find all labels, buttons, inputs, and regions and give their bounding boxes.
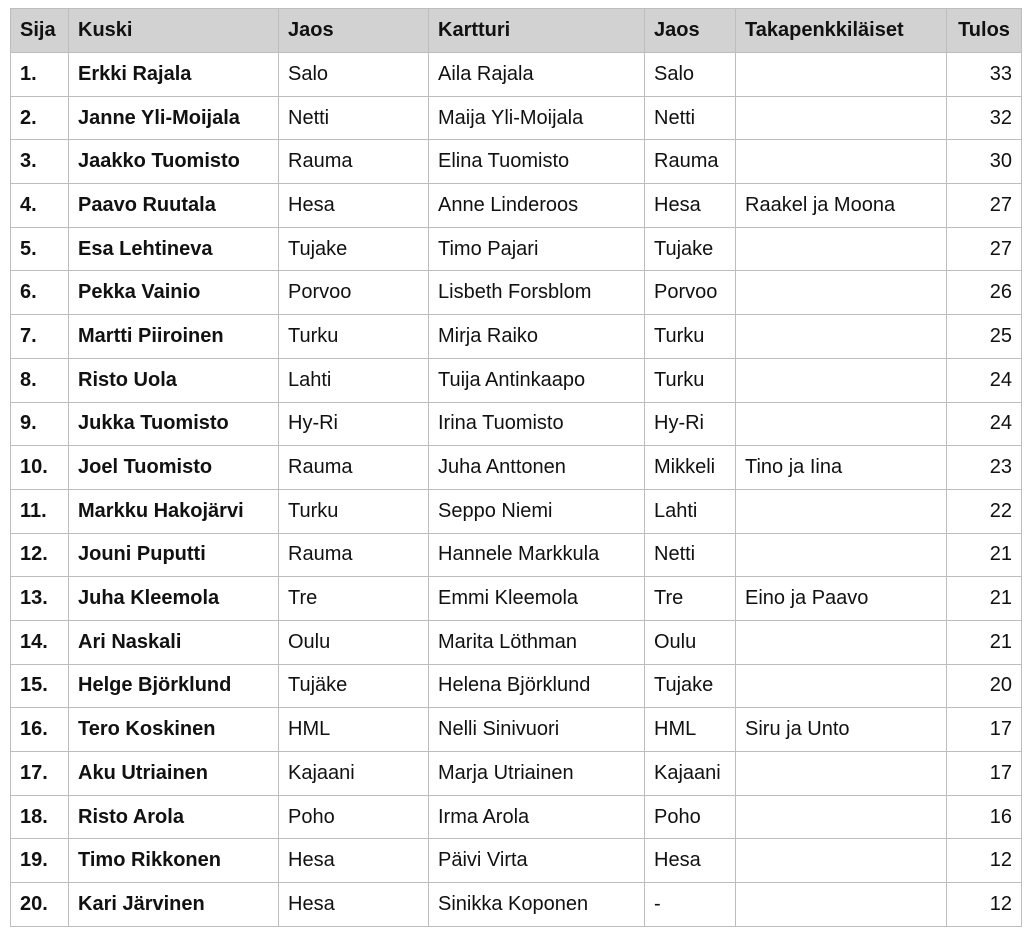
cell-position: 6. <box>11 271 69 315</box>
cell-backseat: Raakel ja Moona <box>736 184 947 228</box>
cell-score: 26 <box>947 271 1022 315</box>
cell-driver: Ari Naskali <box>69 620 279 664</box>
cell-driver: Janne Yli-Moijala <box>69 96 279 140</box>
cell-driver-club: Rauma <box>279 533 429 577</box>
header-driver-club: Jaos <box>279 9 429 53</box>
cell-backseat <box>736 227 947 271</box>
table-row <box>11 708 1022 752</box>
cell-navigator: Emmi Kleemola <box>429 577 645 621</box>
cell-navigator: Lisbeth Forsblom <box>429 271 645 315</box>
cell-driver-club: Hesa <box>279 883 429 927</box>
cell-driver: Paavo Ruutala <box>69 184 279 228</box>
cell-score: 20 <box>947 664 1022 708</box>
cell-score: 23 <box>947 446 1022 490</box>
header-navigator-club: Jaos <box>645 9 736 53</box>
table-body <box>11 53 1022 927</box>
cell-backseat <box>736 53 947 97</box>
cell-score: 25 <box>947 315 1022 359</box>
header-position: Sija <box>11 9 69 53</box>
cell-position: 4. <box>11 184 69 228</box>
table-row <box>11 53 1022 97</box>
cell-position: 3. <box>11 140 69 184</box>
cell-position: 15. <box>11 664 69 708</box>
cell-score: 17 <box>947 708 1022 752</box>
cell-navigator: Helena Björklund <box>429 664 645 708</box>
cell-driver-club: Netti <box>279 96 429 140</box>
header-navigator: Kartturi <box>429 9 645 53</box>
table-row <box>11 577 1022 621</box>
table-row <box>11 227 1022 271</box>
cell-navigator-club: Porvoo <box>645 271 736 315</box>
cell-backseat <box>736 795 947 839</box>
table-row <box>11 96 1022 140</box>
cell-score: 33 <box>947 53 1022 97</box>
cell-backseat <box>736 489 947 533</box>
cell-navigator-club: Lahti <box>645 489 736 533</box>
cell-position: 16. <box>11 708 69 752</box>
cell-position: 2. <box>11 96 69 140</box>
cell-position: 1. <box>11 53 69 97</box>
cell-backseat <box>736 96 947 140</box>
cell-navigator: Juha Anttonen <box>429 446 645 490</box>
cell-driver: Markku Hakojärvi <box>69 489 279 533</box>
header-row <box>11 9 1022 53</box>
cell-navigator: Irina Tuomisto <box>429 402 645 446</box>
cell-driver-club: Hesa <box>279 184 429 228</box>
table-row <box>11 402 1022 446</box>
cell-navigator: Sinikka Koponen <box>429 883 645 927</box>
table-row <box>11 140 1022 184</box>
cell-driver: Aku Utriainen <box>69 752 279 796</box>
header-driver: Kuski <box>69 9 279 53</box>
cell-driver-club: Turku <box>279 489 429 533</box>
cell-position: 10. <box>11 446 69 490</box>
cell-position: 14. <box>11 620 69 664</box>
cell-position: 19. <box>11 839 69 883</box>
cell-navigator: Seppo Niemi <box>429 489 645 533</box>
cell-backseat: Siru ja Unto <box>736 708 947 752</box>
cell-navigator-club: Tujake <box>645 227 736 271</box>
cell-backseat <box>736 620 947 664</box>
cell-driver: Risto Arola <box>69 795 279 839</box>
results-table <box>10 8 1022 927</box>
cell-driver: Erkki Rajala <box>69 53 279 97</box>
cell-score: 12 <box>947 839 1022 883</box>
cell-navigator-club: Rauma <box>645 140 736 184</box>
cell-score: 12 <box>947 883 1022 927</box>
cell-backseat <box>736 402 947 446</box>
cell-navigator-club: Hesa <box>645 839 736 883</box>
cell-backseat <box>736 358 947 402</box>
cell-driver-club: HML <box>279 708 429 752</box>
cell-score: 27 <box>947 227 1022 271</box>
cell-position: 7. <box>11 315 69 359</box>
cell-driver: Tero Koskinen <box>69 708 279 752</box>
cell-score: 21 <box>947 620 1022 664</box>
cell-backseat: Tino ja Iina <box>736 446 947 490</box>
cell-driver: Pekka Vainio <box>69 271 279 315</box>
cell-navigator: Tuija Antinkaapo <box>429 358 645 402</box>
cell-driver: Jouni Puputti <box>69 533 279 577</box>
cell-driver: Jaakko Tuomisto <box>69 140 279 184</box>
cell-driver: Martti Piiroinen <box>69 315 279 359</box>
cell-position: 8. <box>11 358 69 402</box>
cell-driver-club: Tujäke <box>279 664 429 708</box>
table-row <box>11 839 1022 883</box>
table-row <box>11 883 1022 927</box>
cell-driver-club: Kajaani <box>279 752 429 796</box>
cell-position: 5. <box>11 227 69 271</box>
cell-score: 27 <box>947 184 1022 228</box>
table-row <box>11 446 1022 490</box>
cell-navigator-club: HML <box>645 708 736 752</box>
cell-navigator-club: Hesa <box>645 184 736 228</box>
cell-driver-club: Porvoo <box>279 271 429 315</box>
cell-score: 32 <box>947 96 1022 140</box>
cell-navigator-club: Mikkeli <box>645 446 736 490</box>
table-row <box>11 315 1022 359</box>
cell-score: 24 <box>947 358 1022 402</box>
cell-navigator-club: Turku <box>645 358 736 402</box>
cell-navigator-club: Turku <box>645 315 736 359</box>
cell-navigator-club: Hy-Ri <box>645 402 736 446</box>
cell-navigator-club: Netti <box>645 96 736 140</box>
cell-backseat <box>736 533 947 577</box>
cell-backseat <box>736 271 947 315</box>
cell-navigator: Marita Löthman <box>429 620 645 664</box>
table-row <box>11 620 1022 664</box>
cell-navigator-club: Tre <box>645 577 736 621</box>
cell-driver: Juha Kleemola <box>69 577 279 621</box>
cell-driver-club: Tujake <box>279 227 429 271</box>
cell-driver-club: Tre <box>279 577 429 621</box>
cell-driver-club: Lahti <box>279 358 429 402</box>
table-row <box>11 184 1022 228</box>
cell-backseat: Eino ja Paavo <box>736 577 947 621</box>
cell-position: 20. <box>11 883 69 927</box>
cell-driver-club: Oulu <box>279 620 429 664</box>
cell-navigator: Mirja Raiko <box>429 315 645 359</box>
cell-position: 12. <box>11 533 69 577</box>
table-row <box>11 358 1022 402</box>
cell-navigator: Maija Yli-Moijala <box>429 96 645 140</box>
cell-navigator: Marja Utriainen <box>429 752 645 796</box>
cell-backseat <box>736 664 947 708</box>
cell-position: 11. <box>11 489 69 533</box>
cell-driver: Jukka Tuomisto <box>69 402 279 446</box>
cell-navigator-club: Oulu <box>645 620 736 664</box>
cell-navigator: Hannele Markkula <box>429 533 645 577</box>
cell-score: 21 <box>947 577 1022 621</box>
cell-navigator-club: - <box>645 883 736 927</box>
cell-score: 21 <box>947 533 1022 577</box>
cell-driver: Kari Järvinen <box>69 883 279 927</box>
cell-driver-club: Salo <box>279 53 429 97</box>
header-backseat: Takapenkkiläiset <box>736 9 947 53</box>
cell-driver-club: Rauma <box>279 446 429 490</box>
cell-navigator: Timo Pajari <box>429 227 645 271</box>
cell-navigator: Päivi Virta <box>429 839 645 883</box>
cell-score: 24 <box>947 402 1022 446</box>
table-row <box>11 533 1022 577</box>
table-row <box>11 664 1022 708</box>
cell-backseat <box>736 883 947 927</box>
cell-backseat <box>736 315 947 359</box>
cell-navigator-club: Poho <box>645 795 736 839</box>
cell-backseat <box>736 839 947 883</box>
cell-navigator-club: Kajaani <box>645 752 736 796</box>
cell-navigator: Elina Tuomisto <box>429 140 645 184</box>
cell-navigator-club: Tujake <box>645 664 736 708</box>
cell-driver-club: Turku <box>279 315 429 359</box>
cell-backseat <box>736 140 947 184</box>
cell-navigator-club: Salo <box>645 53 736 97</box>
cell-driver-club: Hy-Ri <box>279 402 429 446</box>
results-table-container <box>10 8 1022 927</box>
cell-navigator: Aila Rajala <box>429 53 645 97</box>
cell-score: 30 <box>947 140 1022 184</box>
cell-position: 9. <box>11 402 69 446</box>
table-row <box>11 795 1022 839</box>
header-score: Tulos <box>947 9 1022 53</box>
cell-driver: Joel Tuomisto <box>69 446 279 490</box>
cell-score: 22 <box>947 489 1022 533</box>
cell-navigator: Irma Arola <box>429 795 645 839</box>
table-row <box>11 752 1022 796</box>
cell-driver: Timo Rikkonen <box>69 839 279 883</box>
cell-position: 17. <box>11 752 69 796</box>
cell-navigator: Nelli Sinivuori <box>429 708 645 752</box>
cell-driver: Helge Björklund <box>69 664 279 708</box>
cell-driver-club: Hesa <box>279 839 429 883</box>
cell-navigator-club: Netti <box>645 533 736 577</box>
table-row <box>11 489 1022 533</box>
table-row <box>11 271 1022 315</box>
cell-driver-club: Rauma <box>279 140 429 184</box>
cell-navigator: Anne Linderoos <box>429 184 645 228</box>
cell-driver: Risto Uola <box>69 358 279 402</box>
cell-driver-club: Poho <box>279 795 429 839</box>
cell-backseat <box>736 752 947 796</box>
cell-score: 16 <box>947 795 1022 839</box>
cell-position: 13. <box>11 577 69 621</box>
cell-position: 18. <box>11 795 69 839</box>
cell-score: 17 <box>947 752 1022 796</box>
cell-driver: Esa Lehtineva <box>69 227 279 271</box>
